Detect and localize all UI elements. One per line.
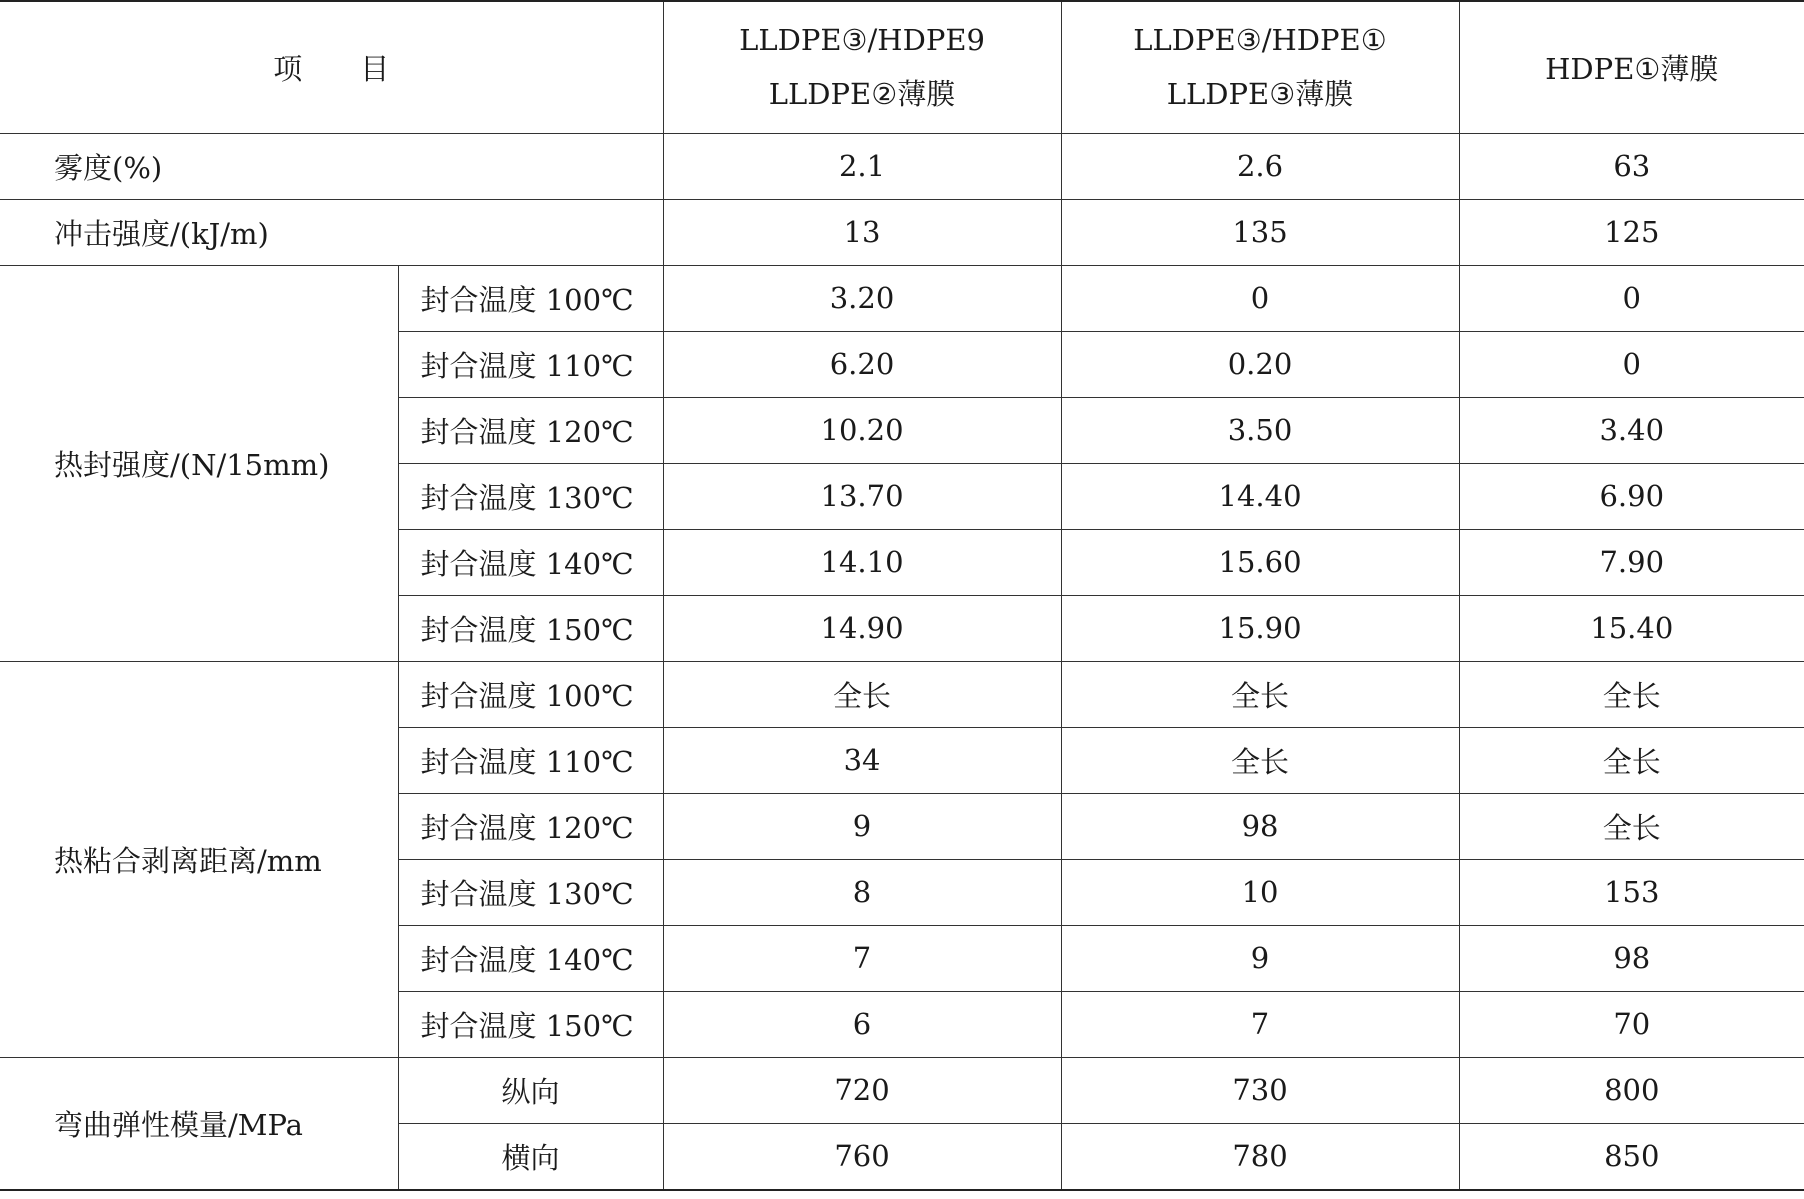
cell: 全长 xyxy=(1459,661,1804,727)
header-item: 项 目 xyxy=(0,1,663,133)
cell: 9 xyxy=(1061,925,1459,991)
header-col2 xyxy=(1061,1,1459,133)
cell: 800 xyxy=(1459,1057,1804,1123)
cell: 13.70 xyxy=(663,463,1061,529)
row-label-haze: 雾度(%) xyxy=(0,133,663,199)
sub-label: 封合温度 100℃ xyxy=(398,661,663,727)
sub-label: 横向 xyxy=(398,1123,663,1190)
cell: 6.90 xyxy=(1459,463,1804,529)
cell: 10 xyxy=(1061,859,1459,925)
cell: 98 xyxy=(1061,793,1459,859)
header-col3: HDPE①薄膜 xyxy=(1459,1,1804,133)
cell: 全长 xyxy=(1061,661,1459,727)
cell: 720 xyxy=(663,1057,1061,1123)
cell: 10.20 xyxy=(663,397,1061,463)
cell: 全长 xyxy=(1459,793,1804,859)
row-label-peel-distance: 热粘合剥离距离/mm xyxy=(0,661,398,1057)
cell: 7 xyxy=(663,925,1061,991)
header-col1-line2: LLDPE②薄膜 xyxy=(768,77,956,112)
cell: 3.20 xyxy=(663,265,1061,331)
cell: 7.90 xyxy=(1459,529,1804,595)
table-row xyxy=(0,199,1804,265)
cell: 135 xyxy=(1061,199,1459,265)
sub-label: 封合温度 150℃ xyxy=(398,595,663,661)
cell: 730 xyxy=(1061,1057,1459,1123)
header-col2-line2: LLDPE③薄膜 xyxy=(1166,77,1354,112)
table-row xyxy=(0,1057,1804,1123)
cell: 760 xyxy=(663,1123,1061,1190)
cell: 14.10 xyxy=(663,529,1061,595)
sub-label: 封合温度 110℃ xyxy=(398,331,663,397)
cell: 153 xyxy=(1459,859,1804,925)
table-row xyxy=(0,661,1804,727)
cell: 2.6 xyxy=(1061,133,1459,199)
cell: 15.40 xyxy=(1459,595,1804,661)
cell: 3.40 xyxy=(1459,397,1804,463)
header-col1 xyxy=(663,1,1061,133)
cell: 2.1 xyxy=(663,133,1061,199)
cell: 125 xyxy=(1459,199,1804,265)
sub-label: 封合温度 140℃ xyxy=(398,925,663,991)
sub-label: 封合温度 100℃ xyxy=(398,265,663,331)
cell: 0 xyxy=(1061,265,1459,331)
cell: 780 xyxy=(1061,1123,1459,1190)
sub-label: 封合温度 120℃ xyxy=(398,397,663,463)
cell: 14.40 xyxy=(1061,463,1459,529)
row-label-impact: 冲击强度/(kJ/m) xyxy=(0,199,663,265)
sub-label: 封合温度 110℃ xyxy=(398,727,663,793)
header-col2-line1: LLDPE③/HDPE① xyxy=(1133,23,1387,58)
cell: 8 xyxy=(663,859,1061,925)
cell: 6.20 xyxy=(663,331,1061,397)
cell: 63 xyxy=(1459,133,1804,199)
cell: 98 xyxy=(1459,925,1804,991)
cell: 7 xyxy=(1061,991,1459,1057)
cell: 70 xyxy=(1459,991,1804,1057)
cell: 850 xyxy=(1459,1123,1804,1190)
cell: 13 xyxy=(663,199,1061,265)
cell: 34 xyxy=(663,727,1061,793)
sub-label: 封合温度 130℃ xyxy=(398,859,663,925)
sub-label: 封合温度 150℃ xyxy=(398,991,663,1057)
sub-label: 封合温度 120℃ xyxy=(398,793,663,859)
cell: 0.20 xyxy=(1061,331,1459,397)
row-label-seal-strength: 热封强度/(N/15mm) xyxy=(0,265,398,661)
cell: 15.60 xyxy=(1061,529,1459,595)
cell: 6 xyxy=(663,991,1061,1057)
cell: 全长 xyxy=(1061,727,1459,793)
table-row xyxy=(0,265,1804,331)
table-row xyxy=(0,133,1804,199)
cell: 14.90 xyxy=(663,595,1061,661)
cell: 全长 xyxy=(663,661,1061,727)
row-label-flex-modulus: 弯曲弹性模量/MPa xyxy=(0,1057,398,1190)
sub-label: 纵向 xyxy=(398,1057,663,1123)
cell: 9 xyxy=(663,793,1061,859)
cell: 0 xyxy=(1459,265,1804,331)
cell: 全长 xyxy=(1459,727,1804,793)
cell: 15.90 xyxy=(1061,595,1459,661)
header-col1-line1: LLDPE③/HDPE9 xyxy=(739,23,985,58)
header-row xyxy=(0,1,1804,133)
sub-label: 封合温度 140℃ xyxy=(398,529,663,595)
cell: 0 xyxy=(1459,331,1804,397)
cell: 3.50 xyxy=(1061,397,1459,463)
sub-label: 封合温度 130℃ xyxy=(398,463,663,529)
